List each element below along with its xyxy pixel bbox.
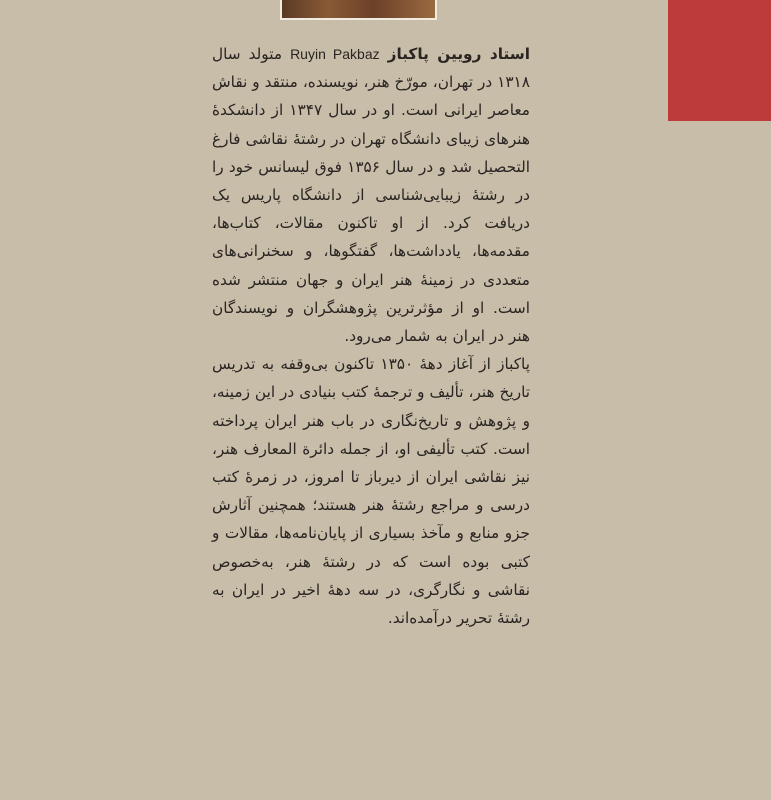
red-accent-panel xyxy=(668,0,771,121)
bio-paragraph-1 xyxy=(212,40,530,350)
author-photo xyxy=(280,0,437,20)
author-biography xyxy=(212,40,530,632)
author-name: استاد رویین پاکباز xyxy=(387,45,530,63)
author-name-latin: Ruyin Pakbaz xyxy=(290,46,380,62)
bio-paragraph-2: پاکباز از آغاز دههٔ ۱۳۵۰ تاکنون بی‌وقفه به تدریس تاریخ هنر، تألیف و ترجمهٔ کتب بنیادی در این زمینه، و پژوهش و تاریخ‌نگاری در باب هنر ایران پرداخته است. کتب تألیفی او، از جمله دائرة المعارف هنر، نیز نقاشی ایران از دیرباز تا امروز، در زمرهٔ کتب درسی و مراجع رشتهٔ هنر هستند؛ همچنین آثارش جزو منابع و مآخذ بسیاری از پایان‌نامه‌ها، مقالات و کتبی بوده است که در رشتهٔ هنر، به‌خصوص نقاشی و نگارگری، در سه دههٔ اخیر در ایران به رشتهٔ تحریر درآمده‌اند. xyxy=(212,355,530,628)
bio-paragraph-1-text: متولد سال ۱۳۱۸ در تهران، مورّخ هنر، نویسنده، منتقد و نقاش معاصر ایرانی است. او در سال ۱۳۴۷ از دانشکدهٔ هنرهای زیبای دانشگاه تهران در رشتهٔ نقاشی فارغ التحصیل شد و در سال ۱۳۵۶ فوق لیسانس خود را در رشتهٔ زیبایی‌شناسی از دانشگاه پاریس یک دریافت کرد. از او تاکنون مقالات، کتاب‌ها، مقدمه‌ها، یادداشت‌ها، گفتگوها، و سخنرانی‌های متعددی در زمینهٔ هنر ایران و جهان منتشر شده است. او از مؤثرترین پژوهشگران و نویسندگان هنر در ایران به شمار می‌رود. xyxy=(212,45,530,346)
